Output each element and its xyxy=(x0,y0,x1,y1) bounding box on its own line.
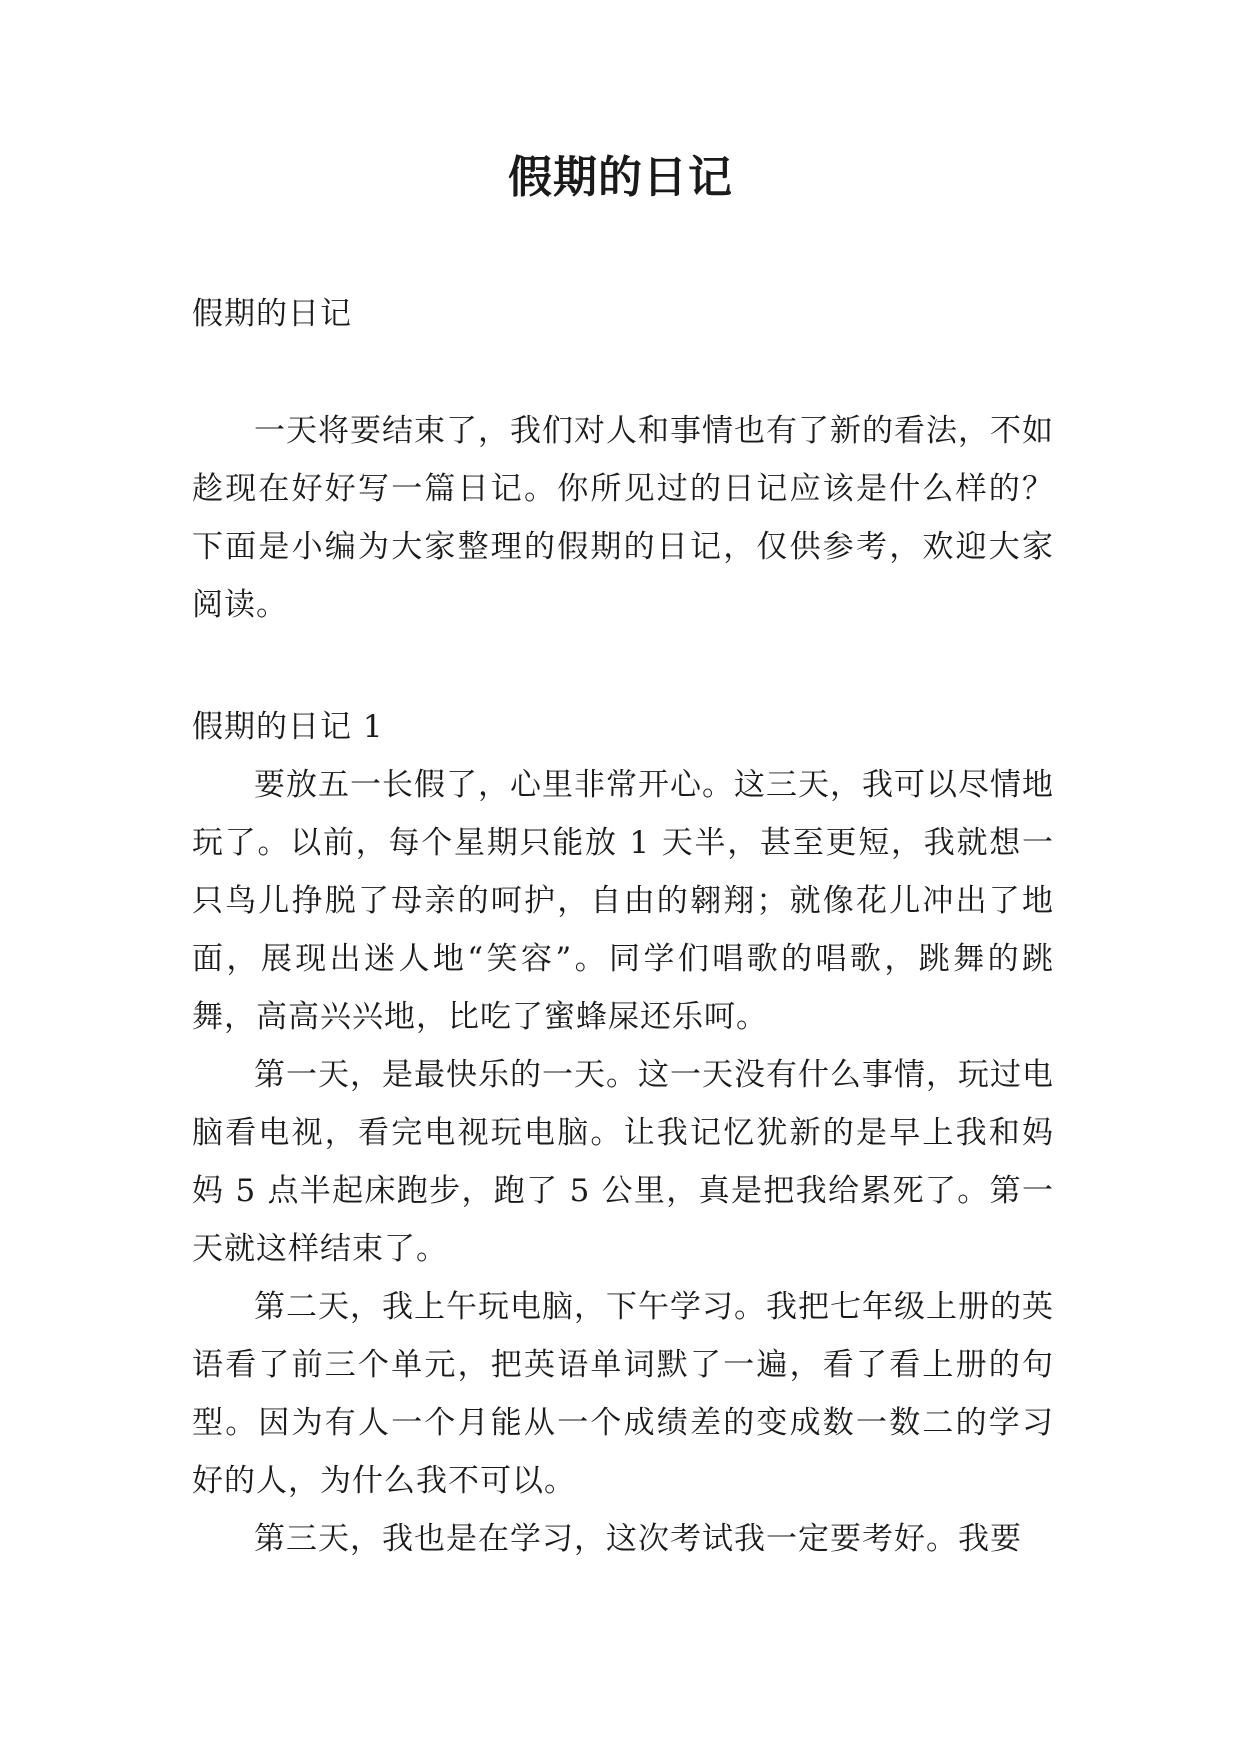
document-subtitle: 假期的日记 xyxy=(192,296,352,332)
body-paragraph-4: 第三天，我也是在学习，这次考试我一定要考好。我要 xyxy=(254,1521,1022,1557)
body-paragraph-1: 要放五一长假了，心里非常开心。这三天，我可以尽情地玩了。以前，每个星期只能放 1 天半，甚至更短，我就想一只鸟儿挣脱了母亲的呵护，自由的翱翔；就像花儿冲出了地面，展现出迷人地“笑容”。同学们唱歌的唱歌，跳舞的跳舞，高高兴兴地，比吃了蜜蜂屎还乐呵。 xyxy=(192,767,1054,1035)
document-title: 假期的日记 xyxy=(508,152,733,203)
body-paragraph-2: 第一天，是最快乐的一天。这一天没有什么事情，玩过电脑看电视，看完电视玩电脑。让我记忆犹新的是早上我和妈妈 5 点半起床跑步，跑了 5 公里，真是把我给累死了。第一天就这样结束了。 xyxy=(192,1057,1054,1267)
section-heading: 假期的日记 1 xyxy=(192,709,384,745)
intro-paragraph: 一天将要结束了，我们对人和事情也有了新的看法，不如趁现在好好写一篇日记。你所见过的日记应该是什么样的？下面是小编为大家整理的假期的日记，仅供参考，欢迎大家阅读。 xyxy=(192,413,1054,623)
body-paragraph-3: 第二天，我上午玩电脑，下午学习。我把七年级上册的英语看了前三个单元，把英语单词默了一遍，看了看上册的句型。因为有人一个月能从一个成绩差的变成数一数二的学习好的人，为什么我不可以。 xyxy=(192,1289,1054,1499)
